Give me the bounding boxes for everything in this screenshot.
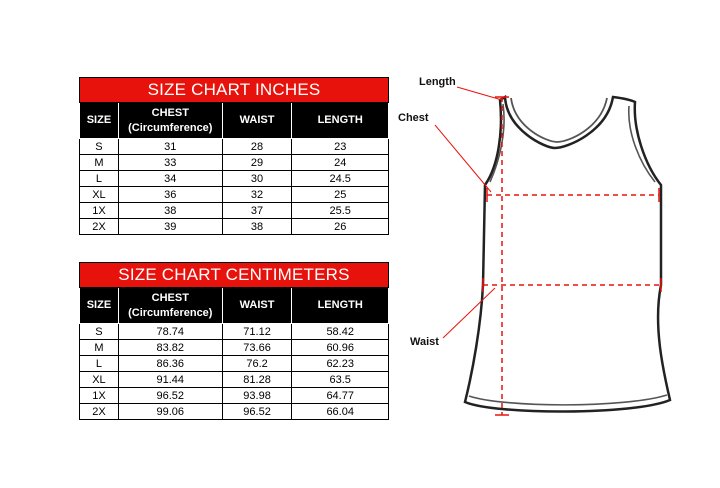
cell-size: 1X (80, 388, 119, 404)
table-row (80, 340, 389, 356)
waist-label: Waist (410, 336, 439, 348)
cell-size: L (80, 171, 119, 187)
table-row (80, 219, 389, 235)
table-row (80, 324, 389, 340)
table-title-row (80, 263, 389, 288)
cell-chest: 78.74 (118, 324, 222, 340)
cell-waist: 76.2 (222, 356, 292, 372)
header-size: SIZE (80, 103, 119, 139)
table-row (80, 404, 389, 420)
cell-waist: 38 (222, 219, 292, 235)
table-row (80, 203, 389, 219)
cell-waist: 28 (222, 139, 292, 155)
cell-size: 1X (80, 203, 119, 219)
table-row (80, 356, 389, 372)
cell-size: XL (80, 372, 119, 388)
header-waist: WAIST (222, 288, 292, 324)
table-title: SIZE CHART CENTIMETERS (80, 263, 389, 288)
header-chest (118, 103, 222, 139)
cell-waist: 71.12 (222, 324, 292, 340)
cell-chest: 91.44 (118, 372, 222, 388)
header-chest-label: CHEST (151, 106, 189, 119)
cell-waist: 32 (222, 187, 292, 203)
cell-length: 66.04 (292, 404, 389, 420)
cell-length: 60.96 (292, 340, 389, 356)
cell-size: 2X (80, 219, 119, 235)
cell-length: 23 (292, 139, 389, 155)
cell-chest: 36 (118, 187, 222, 203)
cell-chest: 33 (118, 155, 222, 171)
cell-chest: 96.52 (118, 388, 222, 404)
header-length: LENGTH (292, 103, 389, 139)
length-label: Length (419, 76, 456, 88)
cell-length: 24.5 (292, 171, 389, 187)
cell-waist: 29 (222, 155, 292, 171)
table-row (80, 372, 389, 388)
table-header-row (80, 103, 389, 139)
table-row (80, 187, 389, 203)
length-leader-line (457, 87, 502, 100)
cell-chest: 83.82 (118, 340, 222, 356)
table-title: SIZE CHART INCHES (80, 78, 389, 103)
cell-length: 24 (292, 155, 389, 171)
header-chest-sub: (Circumference) (128, 121, 213, 134)
tank-top-measurement-diagram (395, 70, 695, 430)
header-size: SIZE (80, 288, 119, 324)
header-chest (118, 288, 222, 324)
size-chart-centimeters-table (79, 262, 389, 420)
cell-length: 58.42 (292, 324, 389, 340)
tank-top-outline (465, 97, 670, 412)
size-chart-inches-table (79, 77, 389, 235)
cell-waist: 37 (222, 203, 292, 219)
cell-length: 63.5 (292, 372, 389, 388)
cell-chest: 99.06 (118, 404, 222, 420)
header-chest-sub: (Circumference) (128, 306, 213, 319)
cell-waist: 30 (222, 171, 292, 187)
tank-top-illustration (395, 70, 695, 430)
cell-size: XL (80, 187, 119, 203)
cell-chest: 34 (118, 171, 222, 187)
cell-length: 62.23 (292, 356, 389, 372)
table-title-row (80, 78, 389, 103)
header-length: LENGTH (292, 288, 389, 324)
cell-length: 26 (292, 219, 389, 235)
cell-size: M (80, 155, 119, 171)
table-header-row (80, 288, 389, 324)
header-chest-label: CHEST (151, 291, 189, 304)
cell-length: 25 (292, 187, 389, 203)
cell-waist: 96.52 (222, 404, 292, 420)
cell-length: 64.77 (292, 388, 389, 404)
cell-chest: 31 (118, 139, 222, 155)
cell-size: 2X (80, 404, 119, 420)
cell-waist: 73.66 (222, 340, 292, 356)
cell-size: L (80, 356, 119, 372)
cell-size: S (80, 139, 119, 155)
cell-chest: 38 (118, 203, 222, 219)
cell-length: 25.5 (292, 203, 389, 219)
cell-size: S (80, 324, 119, 340)
chest-leader-line (435, 125, 491, 192)
chest-label: Chest (398, 112, 429, 124)
table-row (80, 155, 389, 171)
cell-chest: 86.36 (118, 356, 222, 372)
table-row (80, 171, 389, 187)
cell-waist: 81.28 (222, 372, 292, 388)
header-waist: WAIST (222, 103, 292, 139)
cell-chest: 39 (118, 219, 222, 235)
cell-waist: 93.98 (222, 388, 292, 404)
table-row (80, 139, 389, 155)
table-row (80, 388, 389, 404)
cell-size: M (80, 340, 119, 356)
